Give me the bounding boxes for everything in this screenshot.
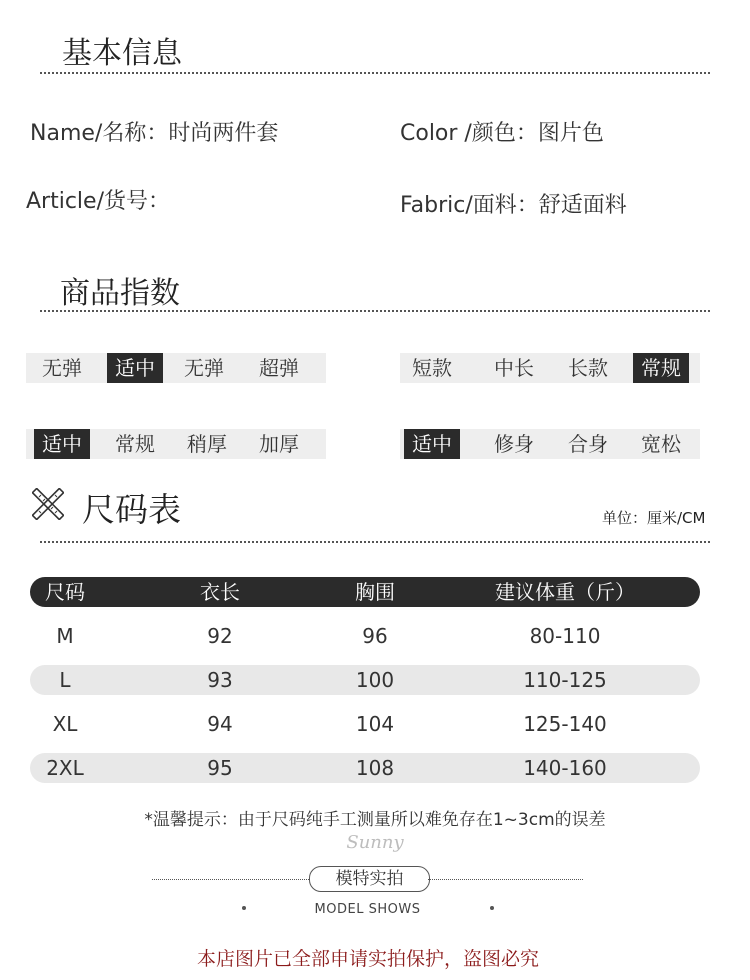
table-cell: 100	[355, 668, 395, 692]
divider	[40, 72, 710, 74]
table-header	[30, 577, 700, 607]
table-cell: 80-110	[529, 624, 601, 648]
table-cell: M	[56, 624, 74, 648]
table-row	[30, 665, 700, 695]
index-option: 短款	[412, 356, 452, 380]
table-header-cell: 尺码	[45, 580, 85, 604]
section-title-basic-info: 基本信息	[62, 36, 182, 71]
copyright-notice: 本店图片已全部申请实拍保护，盗图必究	[196, 948, 539, 970]
table-row	[30, 709, 700, 739]
info-color: Color /颜色：图片色	[400, 121, 604, 146]
divider	[40, 541, 710, 543]
info-name: Name/名称：时尚两件套	[30, 121, 279, 146]
index-option: 修身	[494, 432, 534, 456]
cross-ruler-icon	[32, 488, 64, 520]
index-option: 稍厚	[187, 432, 227, 456]
table-cell: 96	[362, 624, 388, 648]
unit-label: 单位：厘米/CM	[602, 509, 706, 527]
table-header-cell: 胸围	[355, 580, 395, 604]
divider	[428, 879, 583, 880]
index-bar-elasticity	[26, 353, 326, 383]
table-cell: 125-140	[523, 712, 607, 736]
index-option-selected: 适中	[107, 353, 163, 383]
info-fabric: Fabric/面料：舒适面料	[400, 193, 627, 218]
index-bar-fit	[400, 429, 700, 459]
table-cell: 110-125	[523, 668, 607, 692]
table-cell: 140-160	[523, 756, 607, 780]
index-option: 宽松	[641, 432, 681, 456]
model-shows-subtitle: MODEL SHOWS	[314, 902, 421, 917]
table-cell: 94	[207, 712, 233, 736]
index-option: 合身	[568, 432, 608, 456]
table-cell: 92	[207, 624, 233, 648]
divider	[40, 310, 710, 312]
model-shows-label: 模特实拍	[309, 866, 430, 892]
index-option: 常规	[115, 432, 155, 456]
table-header-cell: 衣长	[200, 580, 240, 604]
index-option: 无弹	[184, 356, 224, 380]
index-bar-thickness	[26, 429, 326, 459]
index-option: 超弹	[259, 356, 299, 380]
measurement-tip: *温馨提示：由于尺码纯手工测量所以难免存在1~3cm的误差	[144, 810, 606, 830]
index-option: 中长	[494, 356, 534, 380]
table-cell: L	[59, 668, 71, 692]
table-header-cell: 建议体重（斤）	[495, 580, 635, 604]
index-option: 无弹	[42, 356, 82, 380]
index-option-selected: 适中	[404, 429, 460, 459]
table-cell: 2XL	[46, 756, 84, 780]
section-title-size-chart: 尺码表	[82, 490, 181, 529]
index-option: 加厚	[259, 432, 299, 456]
info-article: Article/货号：	[26, 189, 170, 214]
table-cell: 108	[355, 756, 395, 780]
table-cell: 104	[355, 712, 395, 736]
index-option: 长款	[568, 356, 608, 380]
table-cell: XL	[52, 712, 78, 736]
table-row	[30, 753, 700, 783]
bullet-dot	[490, 906, 494, 910]
sunny-logo: Sunny	[346, 832, 404, 853]
section-title-product-index: 商品指数	[60, 276, 180, 311]
divider	[152, 879, 309, 880]
table-cell: 93	[207, 668, 233, 692]
table-cell: 95	[207, 756, 233, 780]
table-row	[30, 621, 700, 651]
index-option-selected: 适中	[34, 429, 90, 459]
index-option-selected: 常规	[633, 353, 689, 383]
index-bar-length	[400, 353, 700, 383]
